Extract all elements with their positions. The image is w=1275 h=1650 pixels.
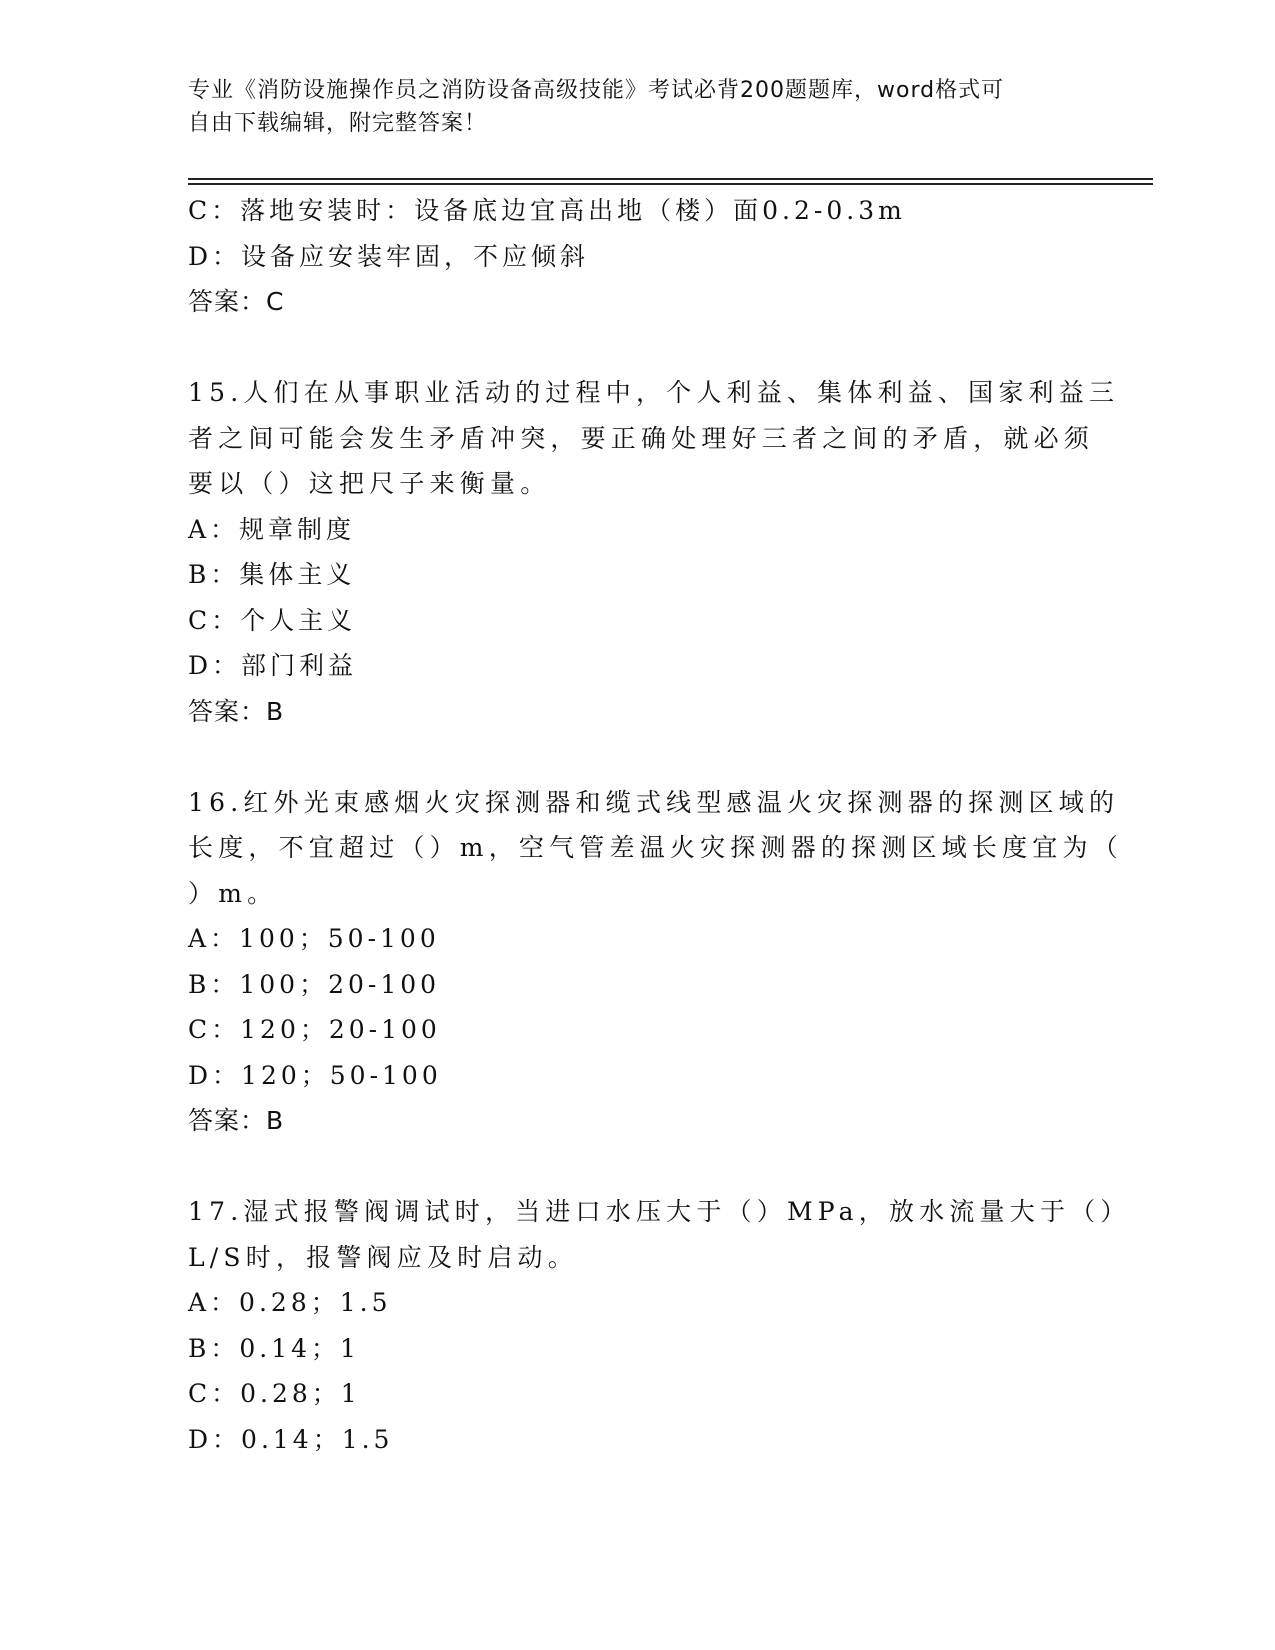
stem-line: 长度，不宜超过（）m，空气管差温火灾探测器的探测区域长度宜为（ xyxy=(188,833,1123,862)
question-stem xyxy=(188,780,1123,917)
option-c: C：落地安装时：设备底边宜高出地（楼）面0.2-0.3m xyxy=(188,196,906,225)
header-divider-top xyxy=(188,178,1153,180)
stem-line: 要以（）这把尺子来衡量。 xyxy=(188,469,551,498)
stem-line: ）m。 xyxy=(188,878,278,908)
question-stem xyxy=(188,370,1120,507)
option-c: C：120；20-100 xyxy=(188,1015,441,1044)
option-b: B：100；20-100 xyxy=(188,969,441,999)
stem-line: 17.湿式报警阀调试时，当进口水压大于（）MPa，放水流量大于（） xyxy=(188,1197,1131,1226)
page-header xyxy=(188,74,1068,140)
stem-line: 15.人们在从事职业活动的过程中，个人利益、集体利益、国家利益三 xyxy=(188,378,1120,407)
stem-line: 16.红外光束感烟火灾探测器和缆式线型感温火灾探测器的探测区域的 xyxy=(188,787,1120,817)
question-16 xyxy=(188,780,1123,1144)
spacer xyxy=(188,734,1088,780)
question-stem xyxy=(188,1189,1131,1280)
option-d: D：120；50-100 xyxy=(188,1060,442,1090)
option-c: C：0.28；1 xyxy=(188,1379,361,1408)
question-list xyxy=(188,188,1131,1462)
answer-line: 答案：C xyxy=(188,287,285,316)
stem-line: 者之间可能会发生矛盾冲突，要正确处理好三者之间的矛盾，就必须 xyxy=(188,423,1095,453)
header-line-1: 专业《消防设施操作员之消防设备高级技能》考试必背200题题库，word格式可 xyxy=(188,78,1005,103)
stem-line: L/S时，报警阀应及时启动。 xyxy=(188,1242,578,1272)
option-b: B：集体主义 xyxy=(188,560,356,589)
option-d: D：部门利益 xyxy=(188,651,358,680)
option-a: A：规章制度 xyxy=(188,514,356,544)
spacer xyxy=(188,325,1088,371)
answer-line: 答案：B xyxy=(188,696,285,726)
question-14-tail xyxy=(188,188,1088,325)
answer-line: 答案：B xyxy=(188,1106,285,1135)
option-b: B：0.14；1 xyxy=(188,1333,360,1363)
header-divider-bottom xyxy=(188,183,1153,185)
question-17 xyxy=(188,1189,1131,1462)
option-d: D：0.14；1.5 xyxy=(188,1424,394,1454)
option-c: C：个人主义 xyxy=(188,605,357,635)
option-a: A：100；50-100 xyxy=(188,924,440,953)
header-line-2: 自由下载编辑，附完整答案！ xyxy=(188,111,488,136)
option-d: D：设备应安装牢固，不应倾斜 xyxy=(188,241,590,271)
question-15 xyxy=(188,370,1120,734)
option-a: A：0.28；1.5 xyxy=(188,1288,392,1317)
spacer xyxy=(188,1144,1088,1190)
